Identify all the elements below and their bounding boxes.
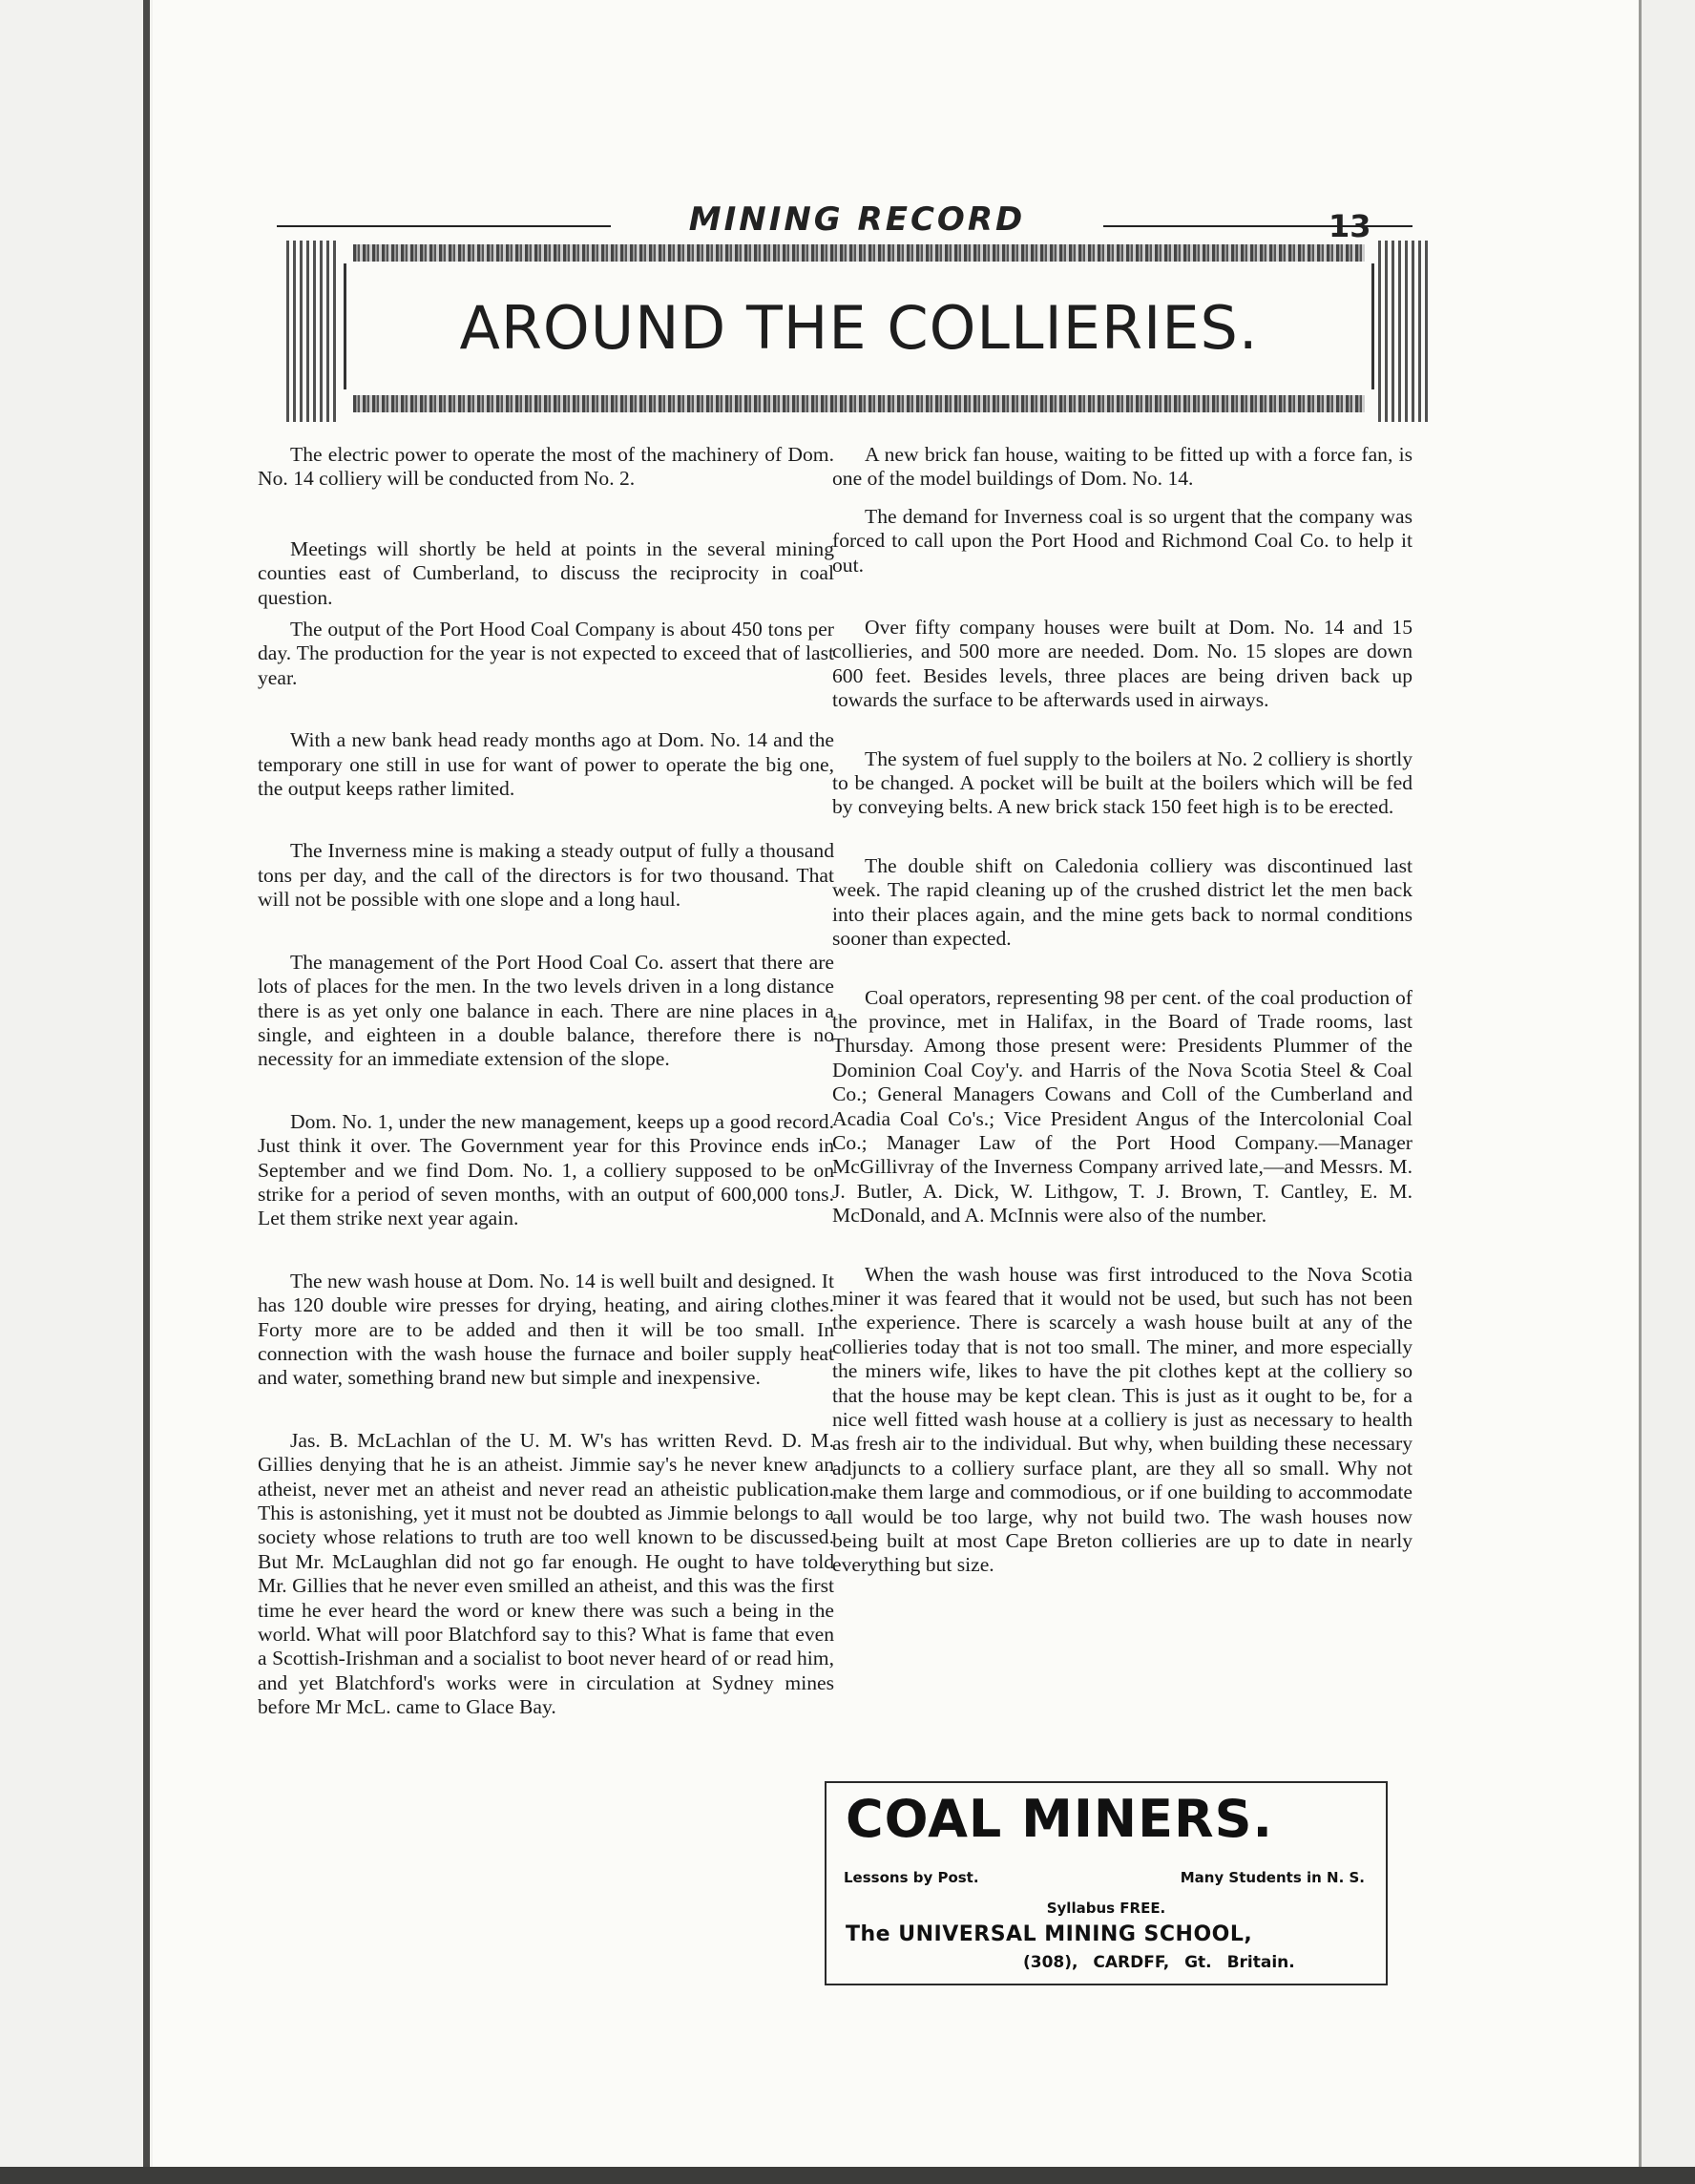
- scan-bottom-edge: [0, 2167, 1695, 2184]
- news-item: Coal operators, representing 98 per cent. of the coal production of the province, met in Halifax, in the Board of Trade rooms, last Thursday. Among those present were: Presidents Plummer of the Dominion Coal Coy'y. and Harris of the Nova Scotia Steel & Coal Co.; General Managers Cowans and Coll of the Cumberland and Acadia Coal Co's.; Vice President Angus of the Intercolonial Coal Co.; Manager Law of the Port Hood Company.—Manager McGillivray of the Inverness Company arrived late,—and Messrs. M. J. Butler, A. Dick, W. Lithgow, T. J. Brown, T. Cantley, E. M. McDonald, and A. McInnis were also of the number.: [832, 985, 1412, 1228]
- right-column: [832, 443, 1412, 1578]
- news-item: The double shift on Caledonia colliery was discontinued last week. The rapid cleaning up of the crushed district let the men back into their places again, and the mine gets back to normal conditions sooner than expected.: [832, 853, 1412, 951]
- news-item: With a new bank head ready months ago at Dom. No. 14 and the temporary one still in use for want of power to operate the big one, the output keeps rather limited.: [258, 728, 834, 801]
- scan-margin-right: [1639, 0, 1695, 2184]
- ad-lessons-text: Lessons by Post.: [844, 1869, 979, 1886]
- banner-ornament-right: [1378, 241, 1432, 422]
- page-number: 13: [1329, 208, 1371, 244]
- ad-syllabus-text: Syllabus FREE.: [1046, 1900, 1166, 1917]
- journal-name: MINING RECORD: [611, 200, 1103, 239]
- news-item: The Inverness mine is making a steady output of fully a thousand tons per day, and the call of the directors is for two thousand. That will not be possible with one slope and a long haul.: [258, 839, 834, 912]
- news-item: The system of fuel supply to the boilers at No. 2 colliery is shortly to be changed. A pocket will be built at the boilers which will be fed by conveying belts. A new brick stack 150 feet high is to be erected.: [832, 746, 1412, 819]
- news-item: When the wash house was first introduced to the Nova Scotia miner it was feared that it would not be used, but such has not been the experience. There is scarcely a wash house built at any of the collieries today that is not too small. The miner, and more especially the miners wife, likes to have the pit clothes kept at the colliery so that the house may be kept clean. This is just as it ought to be, for a nice well fitted wash house at a colliery is just as necessary to health as fresh air to the individual. But why, when building these necessary adjuncts to a colliery surface plant, are they all so small. Why not make them large and commodious, or if one building to accommodate all would be too large, why not build two. The wash houses now being built at most Cape Breton collieries are up to date in nearly everything but size.: [832, 1262, 1412, 1577]
- section-title: AROUND THE COLLIERIES.: [459, 293, 1259, 363]
- news-item: The demand for Inverness coal is so urgent that the company was forced to call upon the Port Hood and Richmond Coal Co. to help it out.: [832, 504, 1412, 577]
- news-item: Meetings will shortly be held at points in the several mining counties east of Cumberland, to discuss the reciprocity in coal question.: [258, 536, 834, 609]
- left-column: [258, 443, 834, 1720]
- scan-margin: [0, 0, 153, 2184]
- news-item: The output of the Port Hood Coal Company is about 450 tons per day. The production for the year is not expected to exceed that of last year.: [258, 618, 834, 689]
- binding-shadow: [143, 0, 150, 2184]
- banner-border-top: [353, 244, 1365, 262]
- ad-students-text: Many Students in N. S.: [1180, 1869, 1365, 1886]
- ad-headline: COAL MINERS.: [846, 1789, 1273, 1849]
- news-item: Over fifty company houses were built at Dom. No. 14 and 15 collieries, and 500 more are needed. Dom. No. 15 slopes are down 600 feet. Besides levels, three places are being driven back up towards the surface to be afterwards used in airways.: [832, 616, 1412, 712]
- news-item: Jas. B. McLachlan of the U. M. W's has written Revd. D. M. Gillies denying that he is an atheist. Jimmie say's he never knew an atheist, never met an atheist and never read an atheistic publication. This is astonishing, yet it must not be doubted as Jimmie belongs to a society whose relations to truth are too well known to be discussed. But Mr. McLaughlan did not go far enough. He ought to have told Mr. Gillies that he never even smilled an atheist, and this was the first time he ever heard the word or knew there was such a being in the world. What will poor Blatchford say to this? What is fame that even a Scottish-Irishman and a socialist to boot never heard of or read him, and yet Blatchford's works were in circulation at Sydney mines before Mr McL. came to Glace Bay.: [258, 1428, 834, 1719]
- news-item: The electric power to operate the most of the machinery of Dom. No. 14 colliery will be conducted from No. 2.: [258, 443, 834, 491]
- section-banner: [286, 241, 1432, 424]
- advertisement-box: [825, 1781, 1388, 1985]
- news-item: The management of the Port Hood Coal Co. assert that there are lots of places for the men. In the two levels driven in a long distance there is as yet only one balance in each. There are nine places in a single, and eighteen in a double balance, therefore there is no necessity for an immediate extension of the slope.: [258, 950, 834, 1071]
- news-item: Dom. No. 1, under the new management, keeps up a good record. Just think it over. The Government year for this Province ends in September and we find Dom. No. 1, a colliery supposed to be on strike for a period of seven months, with an output of 600,000 tons. Let them strike next year again.: [258, 1109, 834, 1230]
- news-item: A new brick fan house, waiting to be fitted up with a force fan, is one of the model buildings of Dom. No. 14.: [832, 443, 1412, 491]
- news-item: The new wash house at Dom. No. 14 is well built and designed. It has 120 double wire presses for drying, heating, and airing clothes. Forty more are to be added and then it will be too small. In connection with the wash house the furnace and boiler supply heat and water, something brand new but simple and inexpensive.: [258, 1269, 834, 1390]
- banner-ornament-left: [286, 241, 340, 422]
- banner-border-bottom: [353, 395, 1365, 412]
- ad-school-name: The UNIVERSAL MINING SCHOOL,: [846, 1922, 1253, 1946]
- ad-address: (308), CARDFF, Gt. Britain.: [1023, 1953, 1295, 1972]
